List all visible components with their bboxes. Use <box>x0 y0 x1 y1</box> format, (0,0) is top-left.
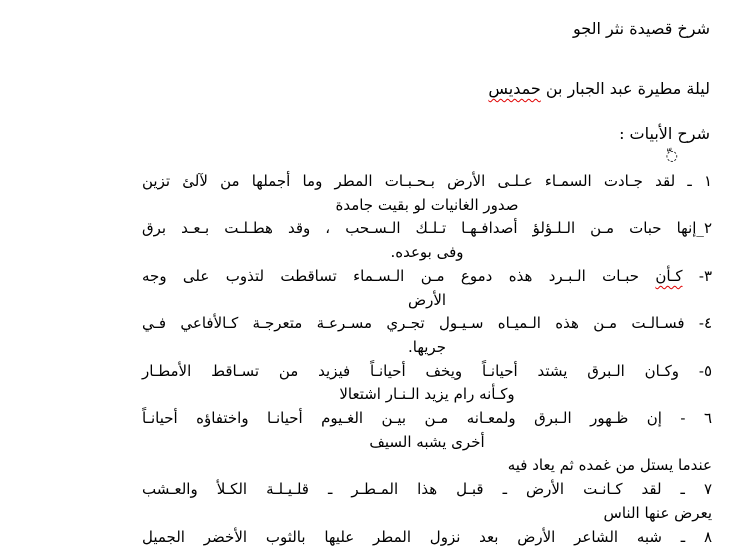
text-segment[interactable]: عندما يستل من غمده ثم يعاد فيه <box>507 456 712 475</box>
text-segment[interactable]: الأرض <box>407 290 447 309</box>
text-line[interactable] <box>142 336 712 360</box>
text-segment[interactable]: ٤- فسـالـت مـن هذه الـميـاه سـيـول تجـري مسـرعـة متعرجـة كـالأفاعي فـي <box>142 314 712 333</box>
stray-diacritic-mark[interactable]: ◌ّ <box>665 148 678 164</box>
text-segment[interactable]: ١ ـ لقد جـادت السمـاء عـلـى الأرض بـحـبـات المطر وما أجملها من لآلئ تزين <box>142 172 712 190</box>
text-segment[interactable]: أخرى يشبه السيف <box>369 432 485 451</box>
section-heading[interactable]: شرح الأبيات : <box>619 124 710 143</box>
text-line[interactable] <box>142 312 712 336</box>
text-line[interactable] <box>142 431 712 455</box>
document-page[interactable] <box>124 16 736 546</box>
text-line[interactable] <box>142 241 712 265</box>
text-segment[interactable]: ٢_إنها حبات مـن الـلـؤلؤ أصدافـهـا تـلـك الـسـحب ، وقد هطـلـت بـعـد برق <box>142 219 712 238</box>
text-line[interactable] <box>142 360 712 384</box>
text-segment[interactable]: وفى بوعده. <box>390 243 464 262</box>
text-line[interactable] <box>142 478 712 502</box>
text-line[interactable] <box>142 383 712 407</box>
text-line[interactable] <box>142 289 712 313</box>
document-title[interactable]: شرخ قصيدة نثر الجو <box>573 19 710 38</box>
text-line[interactable] <box>142 217 712 241</box>
text-line[interactable] <box>142 265 712 289</box>
text-segment[interactable]: وكـأنه رام يزيد الـنـار اشتعالا <box>339 385 515 404</box>
misspelled-word[interactable]: حمديس <box>488 79 541 98</box>
text-line[interactable] <box>74 454 712 478</box>
text-segment[interactable]: ٧ ـ لقد كـانـت الأرض ـ قبـل هذا المـطـر ـ قلـيـلـة الكـلأ والعـشب <box>142 480 712 499</box>
byline-text[interactable]: ليلة مطيرة عبد الجبار بن <box>540 79 710 98</box>
text-segment[interactable]: ٣- <box>682 266 713 285</box>
text-segment[interactable]: جريها. <box>408 337 446 356</box>
text-line[interactable] <box>142 194 712 218</box>
text-line[interactable] <box>142 526 712 549</box>
text-segment[interactable]: ٦ - إن ظـهور الـبرق ولمعـانه مـن بيـن الغـيوم أحيانـا واختفاؤه أحيانـاً <box>142 409 712 428</box>
text-segment[interactable]: حبـات الـبـرد هذه دموع مـن الـسـماء تساقطت لتذوب على وجه <box>142 266 656 285</box>
text-line[interactable] <box>142 407 712 431</box>
document-byline[interactable] <box>144 76 710 102</box>
text-segment[interactable]: ٥- وكـان الـبرق يشتد أحيانـاً ويخف أحيانـاً فيزيد من تسـاقط الأمطـار <box>142 361 712 380</box>
text-segment[interactable]: صدور الغانيات لو بقيت جامدة <box>335 195 519 214</box>
text-line[interactable] <box>142 170 712 194</box>
document-body[interactable] <box>142 170 712 549</box>
text-segment[interactable]: ٨ ـ شبه الشاعر الأرض بعد نزول المطر عليها بالثوب الأخضر الجميل <box>142 527 712 546</box>
text-segment[interactable]: يعرض عنها الناس <box>603 503 712 522</box>
misspelled-word[interactable]: كـأن <box>655 266 683 285</box>
text-line[interactable] <box>0 502 712 526</box>
